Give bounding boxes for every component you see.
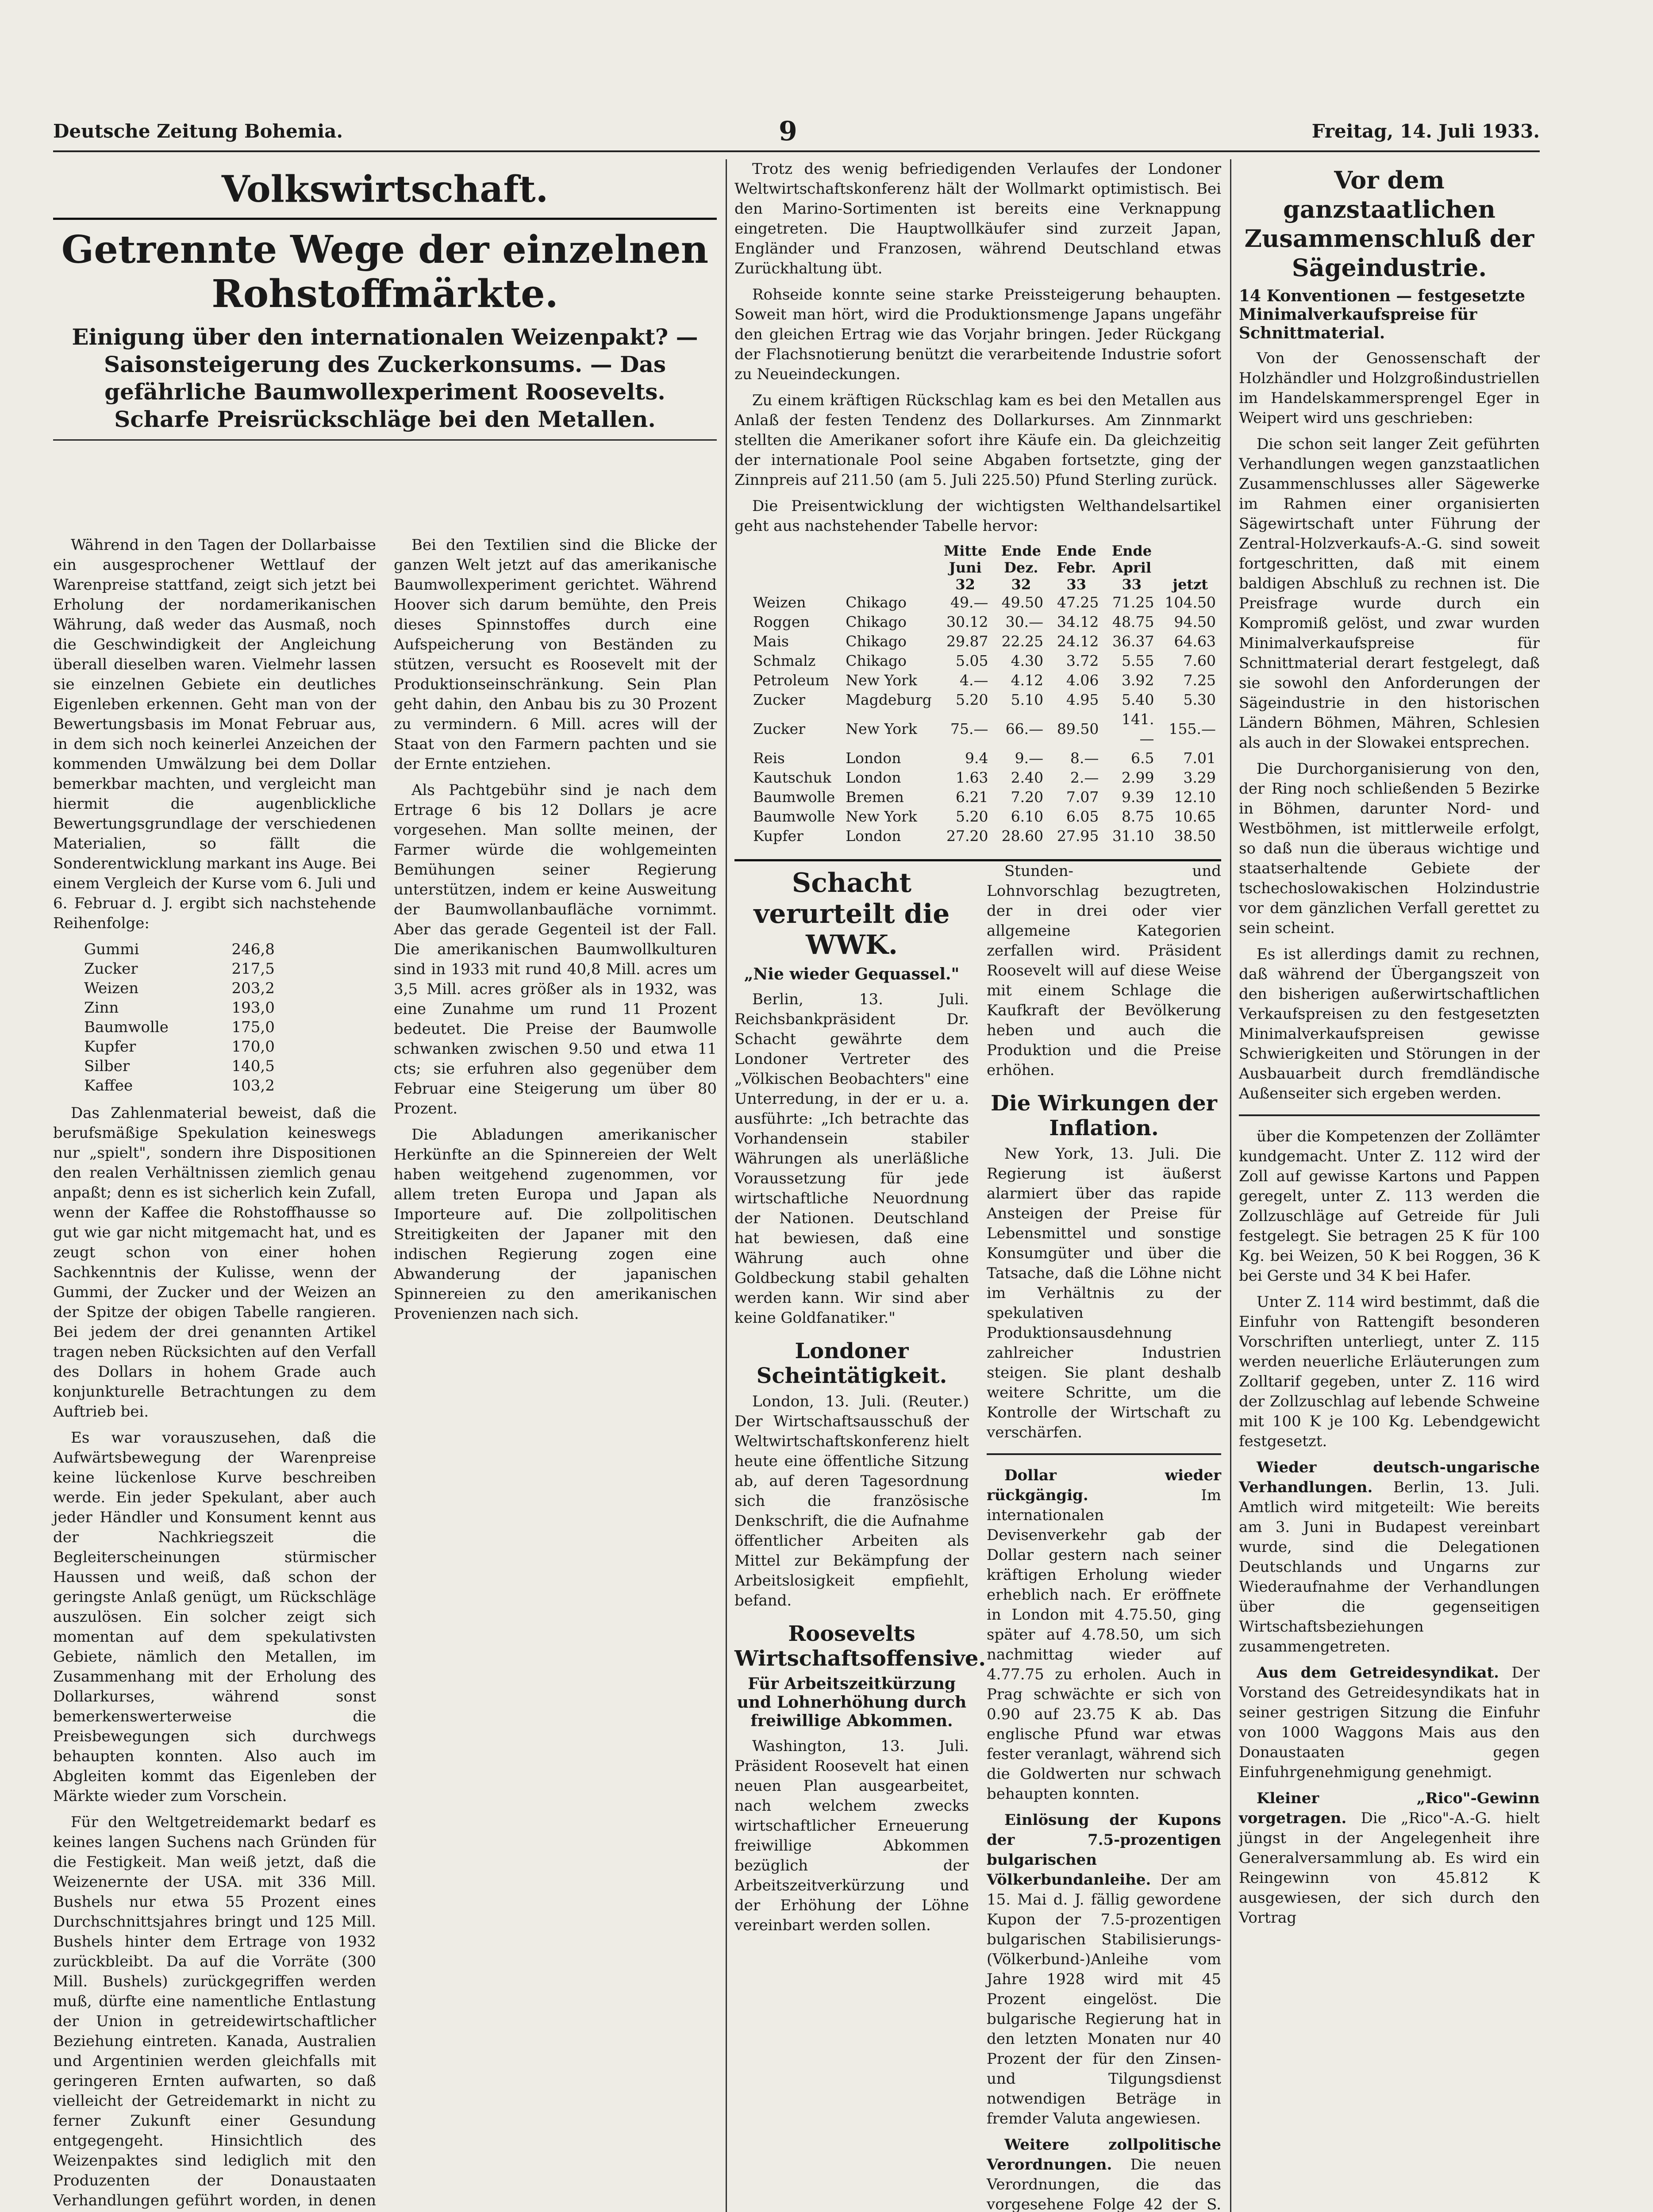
bulgar-text: Der am 15. Mai d. J. fällig gewordene Kupon der 7.5-prozentigen bulgarischen Stabilisierungs-(Völkerbund-)Anleihe vom Jahre 1928 wird mit 45 Prozent eingelöst. Die bulgarische Regierung hat in den letzten Monaten nur 40 Prozent der für den Zinsen- und Tilgungsdienst notwendigen Beträge in fremder Valuta angewiesen. bbox=[987, 1871, 1222, 2128]
price-table-row bbox=[748, 787, 1221, 807]
article-paragraph: Unter Z. 114 wird bestimmt, daß die Einfuhr von Rattengift besonderen Vorschriften unterliegt, unter Z. 115 werden neuerliche Erläuterungen zum Zolltarif gegeben, unter Z. 116 wird der Zollzuschlag auf lebende Schweine mit 100 K je 100 Kg. Lebendgewicht festgesetzt. bbox=[1239, 1293, 1540, 1450]
price-table-cell: 30.12 bbox=[946, 613, 988, 630]
price-table-cell: 7.20 bbox=[1011, 788, 1044, 806]
main-article-col-b bbox=[394, 535, 717, 1330]
price-table-cell: 4.95 bbox=[1066, 691, 1099, 708]
article-paragraph: Von der Genossenschaft der Holzhändler und Holzgroßindustriellen im Handelskammersprengel Eger in Weipert wird uns geschrieben: bbox=[1239, 349, 1540, 427]
price-table-cell: 31.10 bbox=[1112, 827, 1154, 845]
ranking-row bbox=[80, 1037, 279, 1056]
article-paragraph: Trotz des wenig befriedigenden Verlaufes der Londoner Weltwirtschaftskonferenz hält der Wollmarkt optimistisch. Bei den Marino-Sortimenten ist bereits eine Verknappung eingetreten. Die Hauptwollkäufer sind zurzeit Japan, Engländer und Franzosen, während Deutschland etwas Zurückhaltung übt. bbox=[734, 160, 1221, 277]
ranking-value: 103,2 bbox=[231, 1077, 275, 1094]
price-table-row bbox=[748, 651, 1221, 671]
price-table-cell: 5.30 bbox=[1183, 691, 1216, 708]
price-table-cell: 2.99 bbox=[1122, 769, 1154, 786]
inflation-headline: Die Wirkungen der Inflation. bbox=[991, 1091, 1217, 1141]
saege-headline: Vor dem ganzstaatlichen Zusammenschluß der Sägeindustrie. bbox=[1244, 166, 1534, 282]
divider bbox=[987, 1453, 1221, 1455]
price-table-cell: 29.87 bbox=[946, 633, 988, 650]
price-table-cell: 49.— bbox=[950, 594, 988, 611]
price-ranking-table bbox=[80, 940, 279, 1095]
price-table-cell: 36.37 bbox=[1112, 633, 1154, 650]
ranking-item: Kaffee bbox=[84, 1077, 133, 1094]
page-number: 9 bbox=[779, 116, 797, 147]
price-table-cell: Weizen bbox=[753, 594, 806, 611]
newspaper-page bbox=[53, 66, 1540, 2212]
price-table-row bbox=[748, 710, 1221, 749]
article-paragraph: Die Preisentwicklung der wichtigsten Welthandelsartikel geht aus nachstehender Tabelle hervor: bbox=[734, 497, 1221, 535]
ungar-title: Wieder deutsch-ungarische Verhandlungen. bbox=[1239, 1459, 1540, 1496]
price-table-cell: New York bbox=[846, 720, 917, 737]
price-table-cell: 27.20 bbox=[946, 827, 988, 845]
ranking-row bbox=[80, 1056, 279, 1076]
price-table-cell: Mais bbox=[753, 633, 789, 650]
price-table-cell: Schmalz bbox=[753, 652, 816, 669]
lower-articles bbox=[734, 859, 1221, 2212]
schacht-text: Berlin, 13. Juli. Reichsbankpräsident Dr. Schacht gewährte dem Londoner Vertreter des „Völkischen Beobachters" eine Unterredung, in der er u. a. ausführte: „Ich betrachte das Vorhandensein stabiler Währungen als unerläßliche Voraussetzung für jede wirtschaftliche Neuordnung der Nationen. Deutschland hat bewiesen, daß eine Währung auch ohne Goldbeckung stabil gehalten werden kann. Wir sind aber keine Goldfanatiker." bbox=[734, 991, 969, 1327]
price-table-cell: 8.75 bbox=[1122, 808, 1154, 825]
price-table-cell: 2.— bbox=[1070, 769, 1099, 786]
ranking-value: 170,0 bbox=[231, 1038, 275, 1056]
price-table-header: Ende Febr. 33 bbox=[1056, 542, 1096, 593]
section-title: Volkswirtschaft. bbox=[53, 168, 717, 220]
price-table-cell: 4.30 bbox=[1011, 652, 1044, 669]
right-column bbox=[1239, 159, 1540, 1934]
price-table-cell: 155.— bbox=[1169, 720, 1216, 737]
roosevelt-text: Washington, 13. Juli. Präsident Roosevelt hat einen neuen Plan ausgearbeitet, nach welchem zwecks wirtschaftlicher Erneuerung freiwillige Abkommen bezüglich der Arbeitszeitverkürzung und der Erhöhung der Löhne vereinbart werden sollen. bbox=[734, 1737, 969, 1934]
article-paragraph: Rohseide konnte seine starke Preissteigerung behaupten. Soweit man hört, wird die Produktionsmenge Japans ungefähr den gleichen Ertrag wie das Vorjahr bringen. Jeder Rückgang der Flachsnotierung benützt die verarbeitende Industrie sofort zu Neueindeckungen. bbox=[734, 286, 1221, 383]
price-table-cell: 64.63 bbox=[1174, 633, 1216, 650]
price-table-cell: 71.25 bbox=[1112, 594, 1154, 611]
ranking-row bbox=[80, 998, 279, 1018]
price-table-cell: New York bbox=[846, 808, 917, 825]
price-table-row bbox=[748, 826, 1221, 846]
rico-text: Die „Rico"-A.-G. hielt jüngst in der Angelegenheit ihre Generalversammlung ab. Es wird ein Reingewinn von 45.812 K ausgewiesen, der sich durch den Vortrag bbox=[1239, 1809, 1540, 1927]
price-table-cell: New York bbox=[846, 672, 917, 689]
zoll-text: Die neuen Verordnungen, die das vorgesehene Folge 42 der S. bbox=[987, 2156, 1222, 2212]
article-paragraph: Die schon seit langer Zeit geführten Verhandlungen wegen ganzstaatlichen Zusammenschlusses aller Sägewerke im Rahmen einer organisierten Sägewirtschaft unter Führung der Zentral-Holzverkaufs-A.-G. sind soweit fortgeschritten, daß mit einem baldigen Abschluß zu rechnen ist. Die Preisfrage wurde durch ein Kompromiß gelöst, und zwar wurden Minimalverkaufspreise für Schnittmaterial derart festgelegt, daß sie sowohl den Anforderungen der Sägeindustrie in den historischen Ländern Böhmen, Mähren, Schlesien als auch in der Slowakei entsprechen. bbox=[1239, 435, 1540, 752]
price-table-cell: Baumwolle bbox=[753, 808, 835, 825]
price-table-cell: Chikago bbox=[846, 652, 907, 669]
article-paragraph: Als Pachtgebühr sind je nach dem Ertrage 6 bis 12 Dollars je acre vorgesehen. Man sollte meinen, der Farmer würde die wohlgemeinten Bemühungen seiner Regierung unterstützen, indem er keine Ausweitung der Baumwollanbaufläche vornimmt. Aber das gerade Gegenteil ist der Fall. Die amerikanischen Baumwollkulturen sind in 1933 mit rund 40,8 Mill. acres um 3,5 Mill. acres größer als in 1932, was eine Zunahme um rund 11 Prozent bedeutet. Die Preise der Baumwolle schwanken zwischen 9.50 und etwa 11 cts; sie erfuhren also gegenüber dem Februar eine Steigerung um über 80 Prozent. bbox=[394, 781, 717, 1118]
price-table-cell: 27.95 bbox=[1057, 827, 1099, 845]
ranking-item: Baumwolle bbox=[84, 1018, 169, 1036]
price-table-header: Mitte Juni 32 bbox=[943, 542, 987, 593]
schacht-headline: Schacht verurteilt die WWK. bbox=[753, 868, 950, 960]
price-table-cell: 7.60 bbox=[1183, 652, 1216, 669]
price-table-row bbox=[748, 807, 1221, 826]
price-table-cell: Baumwolle bbox=[753, 788, 835, 806]
dollar-text: Im internationalen Devisenverkehr gab der Dollar gestern nach seiner kräftigen Erholung wieder erheblich nach. Er eröffnete in London mit 4.75.50, ging später auf 4.78.50, um sich nachmittag wieder auf 4.77.75 zu erholen. Auch in Prag schwächte er sich von 0.90 auf 23.75 K ab. Das englische Pfund war etwas fester veranlagt, während sich die Goldwerten nur schwach behaupten konnten. bbox=[987, 1486, 1221, 1803]
price-table-header: Ende April 33 bbox=[1111, 542, 1152, 593]
rico-title: Kleiner „Rico"-Gewinn vorgetragen. bbox=[1239, 1790, 1540, 1827]
price-table-cell: 30.— bbox=[1005, 613, 1044, 630]
price-table-cell: 89.50 bbox=[1057, 720, 1099, 737]
roosevelt-headline: Roosevelts Wirtschaftsoffensive. bbox=[734, 1621, 986, 1671]
price-table-cell: 34.12 bbox=[1057, 613, 1099, 630]
price-table-cell: 6.05 bbox=[1066, 808, 1099, 825]
londoner-text: London, 13. Juli. (Reuter.) Der Wirtschaftsausschuß der Weltwirtschaftskonferenz hielt heute eine öffentliche Sitzung ab, auf deren Tagesordnung sich die französische Denkschrift, die die Aufnahme öffentlicher Arbeiten als Mittel zur Bekämpfung der Arbeitslosigkeit empfiehlt, befand. bbox=[734, 1393, 969, 1609]
intro-paragraph: Während in den Tagen der Dollarbaisse ein ausgesprochener Wettlauf der Warenpreise stattfand, zeigt sich jetzt bei Erholung der nordamerikanischen Währung, daß weder das Ausmaß, noch die Geschwindigkeit der Angleichung überall dieselben waren. Vielmehr lassen sie einzelnen Gebiete ein deutliches Eigenleben erkennen. Geht man von der Bewertungsbasis im Monat Februar aus, in dem sich noch keinerlei Anzeichen der kommenden Umwälzung bei dem Dollar bemerkbar machten, und vergleicht man hiermit die augenblickliche Bewertungsgrundlage der verschiedenen Materialien, so fällt die Sonderentwicklung markant ins Auge. Bei einem Vergleich der Kurse vom 6. Juli und 6. Februar d. J. ergibt sich nachstehende Reihenfolge: bbox=[53, 536, 376, 932]
main-subhead: Einigung über den internationalen Weizenpakt? — Saisonsteigerung des Zuckerkonsums. — Das gefährliche Baumwollexperiment Roosevelts. Scharfe Preisrückschläge bei den Metallen. bbox=[53, 323, 717, 441]
price-table-cell: Roggen bbox=[753, 613, 810, 630]
price-table-cell: Kautschuk bbox=[753, 769, 831, 786]
saege-subhead: 14 Konventionen — festgesetzte Minimalverkaufspreise für Schnittmaterial. bbox=[1239, 287, 1526, 342]
price-table-row bbox=[748, 768, 1221, 787]
price-table-cell: 75.— bbox=[950, 720, 988, 737]
price-table-header bbox=[840, 542, 937, 593]
price-table-cell: London bbox=[846, 769, 901, 786]
ranking-value: 175,0 bbox=[231, 1018, 275, 1036]
price-table-cell: Zucker bbox=[753, 691, 805, 708]
price-table-cell: 9.4 bbox=[965, 749, 988, 767]
price-table-cell: Petroleum bbox=[753, 672, 829, 689]
price-table-header: Ende Dez. 32 bbox=[1001, 542, 1042, 593]
main-headline: Getrennte Wege der einzelnen Rohstoffmärkte. bbox=[61, 227, 709, 316]
price-table-cell: 6.10 bbox=[1011, 808, 1044, 825]
price-table-cell: 9.39 bbox=[1122, 788, 1154, 806]
price-table-cell: London bbox=[846, 749, 901, 767]
ranking-value: 217,5 bbox=[231, 960, 275, 978]
article-paragraph: Für den Weltgetreidemarkt bedarf es keines langen Suchens nach Gründen für die Festigkeit. Man weiß jetzt, daß die Weizenernte der USA. mit 336 Mill. Bushels nur etwa 55 Prozent eines Durchschnittsjahres bringt und 125 Mill. Bushels hinter dem Ertrage von 1932 zurückbleibt. Da auf die Vorräte (300 Mill. Bushels) zurückgegriffen werden muß, dürfte eine namentliche Entlastung der Union in getreidewirtschaftlicher Beziehung eintreten. Kanada, Australien und Argentinien werden gleichfalls mit geringeren Ernten aufwarten, so daß vielleicht der Getreidemarkt in nicht zu ferner Zukunft einer Gesundung entgegengeht. Hinsichtlich des Weizenpaktes sind lediglich mit den Produzenten der Donaustaaten Verhandlungen geführt worden, in denen bbox=[53, 1813, 376, 2209]
price-table-header bbox=[748, 542, 840, 593]
price-table-cell: Zucker bbox=[753, 720, 805, 737]
syndikat-text: Der Vorstand des Getreidesyndikats hat in seiner gestrigen Sitzung die Einfuhr von 1000 Waggons Mais aus den Donaustaaten gegen Einfuhrgenehmigung genehmigt. bbox=[1239, 1664, 1540, 1781]
price-table-row bbox=[748, 671, 1221, 690]
price-table-cell: Chikago bbox=[846, 633, 907, 650]
price-table-cell: 3.29 bbox=[1183, 769, 1216, 786]
price-table-cell: 22.25 bbox=[1001, 633, 1044, 650]
price-table-cell: 7.25 bbox=[1183, 672, 1216, 689]
ranking-row bbox=[80, 1076, 279, 1095]
schacht-subhead: „Nie wieder Gequassel." bbox=[744, 965, 960, 983]
main-article-head bbox=[53, 159, 717, 452]
column-rule bbox=[1230, 159, 1231, 2212]
price-table-cell: 3.72 bbox=[1066, 652, 1099, 669]
main-article-col-a bbox=[53, 535, 376, 2212]
price-table-cell: Chikago bbox=[846, 594, 907, 611]
price-table-cell: 24.12 bbox=[1057, 633, 1099, 650]
ranking-item: Kupfer bbox=[84, 1038, 136, 1056]
price-table-row bbox=[748, 690, 1221, 710]
price-table-cell: 4.— bbox=[959, 672, 988, 689]
ranking-row bbox=[80, 979, 279, 998]
ranking-item: Silber bbox=[84, 1057, 130, 1075]
price-table-cell: 7.01 bbox=[1183, 749, 1216, 767]
price-table-cell: 47.25 bbox=[1057, 594, 1099, 611]
middle-column bbox=[734, 159, 1221, 2212]
price-table-cell: 4.06 bbox=[1066, 672, 1099, 689]
running-header bbox=[53, 111, 1540, 152]
price-table-cell: 4.12 bbox=[1011, 672, 1044, 689]
price-table-cell: 7.07 bbox=[1066, 788, 1099, 806]
article-paragraph: Es ist allerdings damit zu rechnen, daß während der Übergangszeit von den bisherigen außerwirtschaftlichen Verkaufspreisen zu den festgesetzten Minimalverkaufspreisen gewisse Schwierigkeiten und Störungen in der Ausbauarbeit durch fremdländische Außenseiter sich ergeben werden. bbox=[1239, 945, 1540, 1102]
article-paragraph: Es war vorauszusehen, daß die Aufwärtsbewegung der Warenpreise keine lückenlose Kurve beschreiben werde. Ein jeder Spekulant, aber auch jeder Händler und Konsument kennt aus der Nachkriegszeit die Begleiterscheinungen stürmischer Haussen und weiß, daß schon der geringste Anlaß genügt, um Rückschläge auszulösen. Ein solcher zeigt sich momentan auf dem spekulativsten Gebiete, nämlich den Metallen, im Zusammenhang mit der Erholung des Dollarkurses, während sonst bemerkenswerterweise die Preisbewegungen sich durchwegs behaupten konnten. Also auch im Abgleiten kommt das Eigenleben der Märkte wieder zum Vorschein. bbox=[53, 1429, 376, 1805]
price-table-cell: Kupfer bbox=[753, 827, 803, 845]
price-table-cell: 3.92 bbox=[1122, 672, 1154, 689]
price-table-row bbox=[748, 749, 1221, 768]
price-table-cell: 48.75 bbox=[1112, 613, 1154, 630]
price-table-cell: 94.50 bbox=[1174, 613, 1216, 630]
price-table-cell: Magdeburg bbox=[846, 691, 932, 708]
ranking-row bbox=[80, 959, 279, 979]
price-table-cell: 5.55 bbox=[1122, 652, 1154, 669]
article-paragraph: Die Abladungen amerikanischer Herkünfte an die Spinnereien der Welt haben weitgehend zugenommen, vor allem treten Europa und Japan als Importeure auf. Die zollpolitischen Streitigkeiten der Japaner mit den indischen Regierung zogen eine Abwanderung der japanischen Spinnereien zu den amerikanischen Provenienzen nach sich. bbox=[394, 1126, 717, 1323]
price-table-cell: 5.20 bbox=[956, 691, 988, 708]
ranking-value: 246,8 bbox=[231, 941, 275, 958]
ranking-item: Weizen bbox=[84, 979, 139, 997]
price-table-cell: 12.10 bbox=[1174, 788, 1216, 806]
price-table-cell: 5.05 bbox=[956, 652, 988, 669]
dollar-title: Dollar wieder rückgängig. bbox=[987, 1467, 1221, 1504]
ranking-value: 193,0 bbox=[231, 999, 275, 1017]
article-paragraph: Das Zahlenmaterial beweist, daß die berufsmäßige Spekulation keineswegs nur „spielt", sondern ihre Dispositionen den realen Verhältnissen ziemlich genau anpaßt; denn es ist sicherlich kein Zufall, wenn der Kaffee die Rohstoffhausse so gut wie gar nicht mitgemacht hat, und es zeugt schon von einer hohen Sachkenntnis der Kulisse, wenn der Gummi, der Zucker und der Weizen an der Spitze der obigen Tabelle rangieren. Bei jedem der drei genannten Artikel tragen neben Rücksichten auf den Verfall des Dollars in hohem Grade auch konjunkturelle Betrachtungen zu dem Auftrieb bei. bbox=[53, 1104, 376, 1421]
price-table-cell: 5.20 bbox=[956, 808, 988, 825]
price-table-cell: 2.40 bbox=[1011, 769, 1044, 786]
ranking-value: 140,5 bbox=[231, 1057, 275, 1075]
article-paragraph: Zu einem kräftigen Rückschlag kam es bei den Metallen aus Anlaß der festen Tendenz des Dollarkurses. Am Zinnmarkt stellten die Amerikaner sofort ihre Käufe ein. Da gleichzeitig der internationale Pool seine Abgaben fortsetzte, ging der Zinnpreis auf 211.50 (am 5. Juli 225.50) Pfund Sterling zurück. bbox=[734, 392, 1221, 489]
ranking-row bbox=[80, 940, 279, 959]
article-paragraph: über die Kompetenzen der Zollämter kundgemacht. Unter Z. 112 wird der Zoll auf gewisse Kartons und Pappen geregelt, unter Z. 113 werden die Zollzuschläge auf Getreide für Juli festgelegt. Sie betragen 25 K für 100 Kg. bei Weizen, 50 K bei Roggen, 36 K bei Gerste und 34 K bei Hafer. bbox=[1239, 1128, 1540, 1285]
price-table-cell: Bremen bbox=[846, 788, 904, 806]
price-table-cell: 9.— bbox=[1015, 749, 1044, 767]
ranking-row bbox=[80, 1018, 279, 1037]
syndikat-title: Aus dem Getreidesyndikat. bbox=[1257, 1664, 1499, 1682]
price-table-cell: 1.63 bbox=[956, 769, 988, 786]
price-table-cell: 8.— bbox=[1070, 749, 1099, 767]
price-table-cell: 49.50 bbox=[1001, 594, 1044, 611]
commodity-price-table bbox=[748, 542, 1221, 846]
article-paragraph: Stunden- und Lohnvorschlag bezugtreten, der in drei oder vier allgemeine Kategorien zerfallen wird. Präsident Roosevelt will auf diese Weise mit einem Schlage die Kaufkraft der Bevölkerung heben und auch die Produktion und die Preise erhöhen. bbox=[987, 862, 1221, 1079]
ranking-item: Zucker bbox=[84, 960, 138, 978]
price-table-cell: London bbox=[846, 827, 901, 845]
price-table-cell: 10.65 bbox=[1174, 808, 1216, 825]
price-table-cell: 141.— bbox=[1122, 710, 1154, 747]
article-paragraph: Bei den Textilien sind die Blicke der ganzen Welt jetzt auf das amerikanische Baumwollexperiment gerichtet. Während Hoover sich darum bemühte, den Preis dieses Spinnstoffes durch eine Aufspeicherung von Beständen zu stützen, versucht es Roosevelt mit der Produktionseinschränkung. Sein Plan geht dahin, den Anbau bis zu 30 Prozent zu vermindern. 6 Mill. acres will der Staat von den Farmern pachten und sie der Ernte entziehen. bbox=[394, 536, 717, 773]
left-lower-column bbox=[734, 861, 986, 2212]
price-table-cell: 66.— bbox=[1005, 720, 1044, 737]
column-rule bbox=[726, 159, 727, 2212]
price-table-header: jetzt bbox=[1172, 576, 1208, 593]
price-table-cell: Reis bbox=[753, 749, 785, 767]
right-lower-column bbox=[987, 861, 1221, 2212]
price-table-row bbox=[748, 593, 1221, 612]
article-paragraph: Die Durchorganisierung von den, der Ring noch schließenden 5 Bezirke in Böhmen, darunter Nord- und Westböhmen, ist mittlerweile erfolgt, so daß nun die überaus wichtige und staatserhaltende Gebiete der tschechoslowakischen Holzindustrie vor dem gänzlichen Verfall gerettet zu sein scheint. bbox=[1239, 760, 1540, 937]
price-table-cell: Chikago bbox=[846, 613, 907, 630]
price-table-row bbox=[748, 612, 1221, 632]
price-table-cell: 6.21 bbox=[956, 788, 988, 806]
price-table-cell: 28.60 bbox=[1001, 827, 1044, 845]
price-table-cell: 5.10 bbox=[1011, 691, 1044, 708]
issue-date: Freitag, 14. Juli 1933. bbox=[1311, 120, 1540, 142]
roosevelt-subhead: Für Arbeitszeitkürzung und Lohnerhöhung durch freiwillige Abkommen. bbox=[737, 1674, 967, 1730]
ranking-item: Gummi bbox=[84, 941, 139, 958]
price-table-cell: 104.50 bbox=[1165, 594, 1216, 611]
price-table-cell: 38.50 bbox=[1174, 827, 1216, 845]
inflation-text: New York, 13. Juli. Die Regierung ist äußerst alarmiert über das rapide Ansteigen der Preise für Lebensmittel und sonstige Konsumgüter und über die Tatsache, daß die Löhne nicht im Verhältnis zu der spekulativen Produktionsausdehnung zahlreicher Industrien steigen. Sie plant deshalb weitere Schritte, um die Kontrolle der Wirtschaft zu verschärfen. bbox=[987, 1145, 1221, 1441]
ungar-text: Berlin, 13. Juli. Amtlich wird mitgeteilt: Wie bereits am 3. Juni in Budapest vereinbart wurde, sind die Delegationen Deutschlands und Ungarns zur Wiederaufnahme der Verhandlungen über die gegenseitigen Wirtschaftsbeziehungen zusammengetreten. bbox=[1239, 1479, 1540, 1655]
paper-name: Deutsche Zeitung Bohemia. bbox=[53, 120, 343, 142]
zoll-title: Weitere zollpolitische Verordnungen. bbox=[987, 2136, 1221, 2174]
londoner-headline: Londoner Scheintätigkeit. bbox=[756, 1339, 947, 1388]
ranking-item: Zinn bbox=[84, 999, 119, 1017]
price-table-row bbox=[748, 632, 1221, 651]
divider bbox=[1239, 1114, 1540, 1116]
price-table-cell: 5.40 bbox=[1122, 691, 1154, 708]
ranking-value: 203,2 bbox=[231, 979, 275, 997]
bulgar-title: Einlösung der Kupons der 7.5-prozentigen bulgarischen Völkerbundanleihe. bbox=[987, 1811, 1221, 1889]
price-table-cell: 6.5 bbox=[1131, 749, 1154, 767]
